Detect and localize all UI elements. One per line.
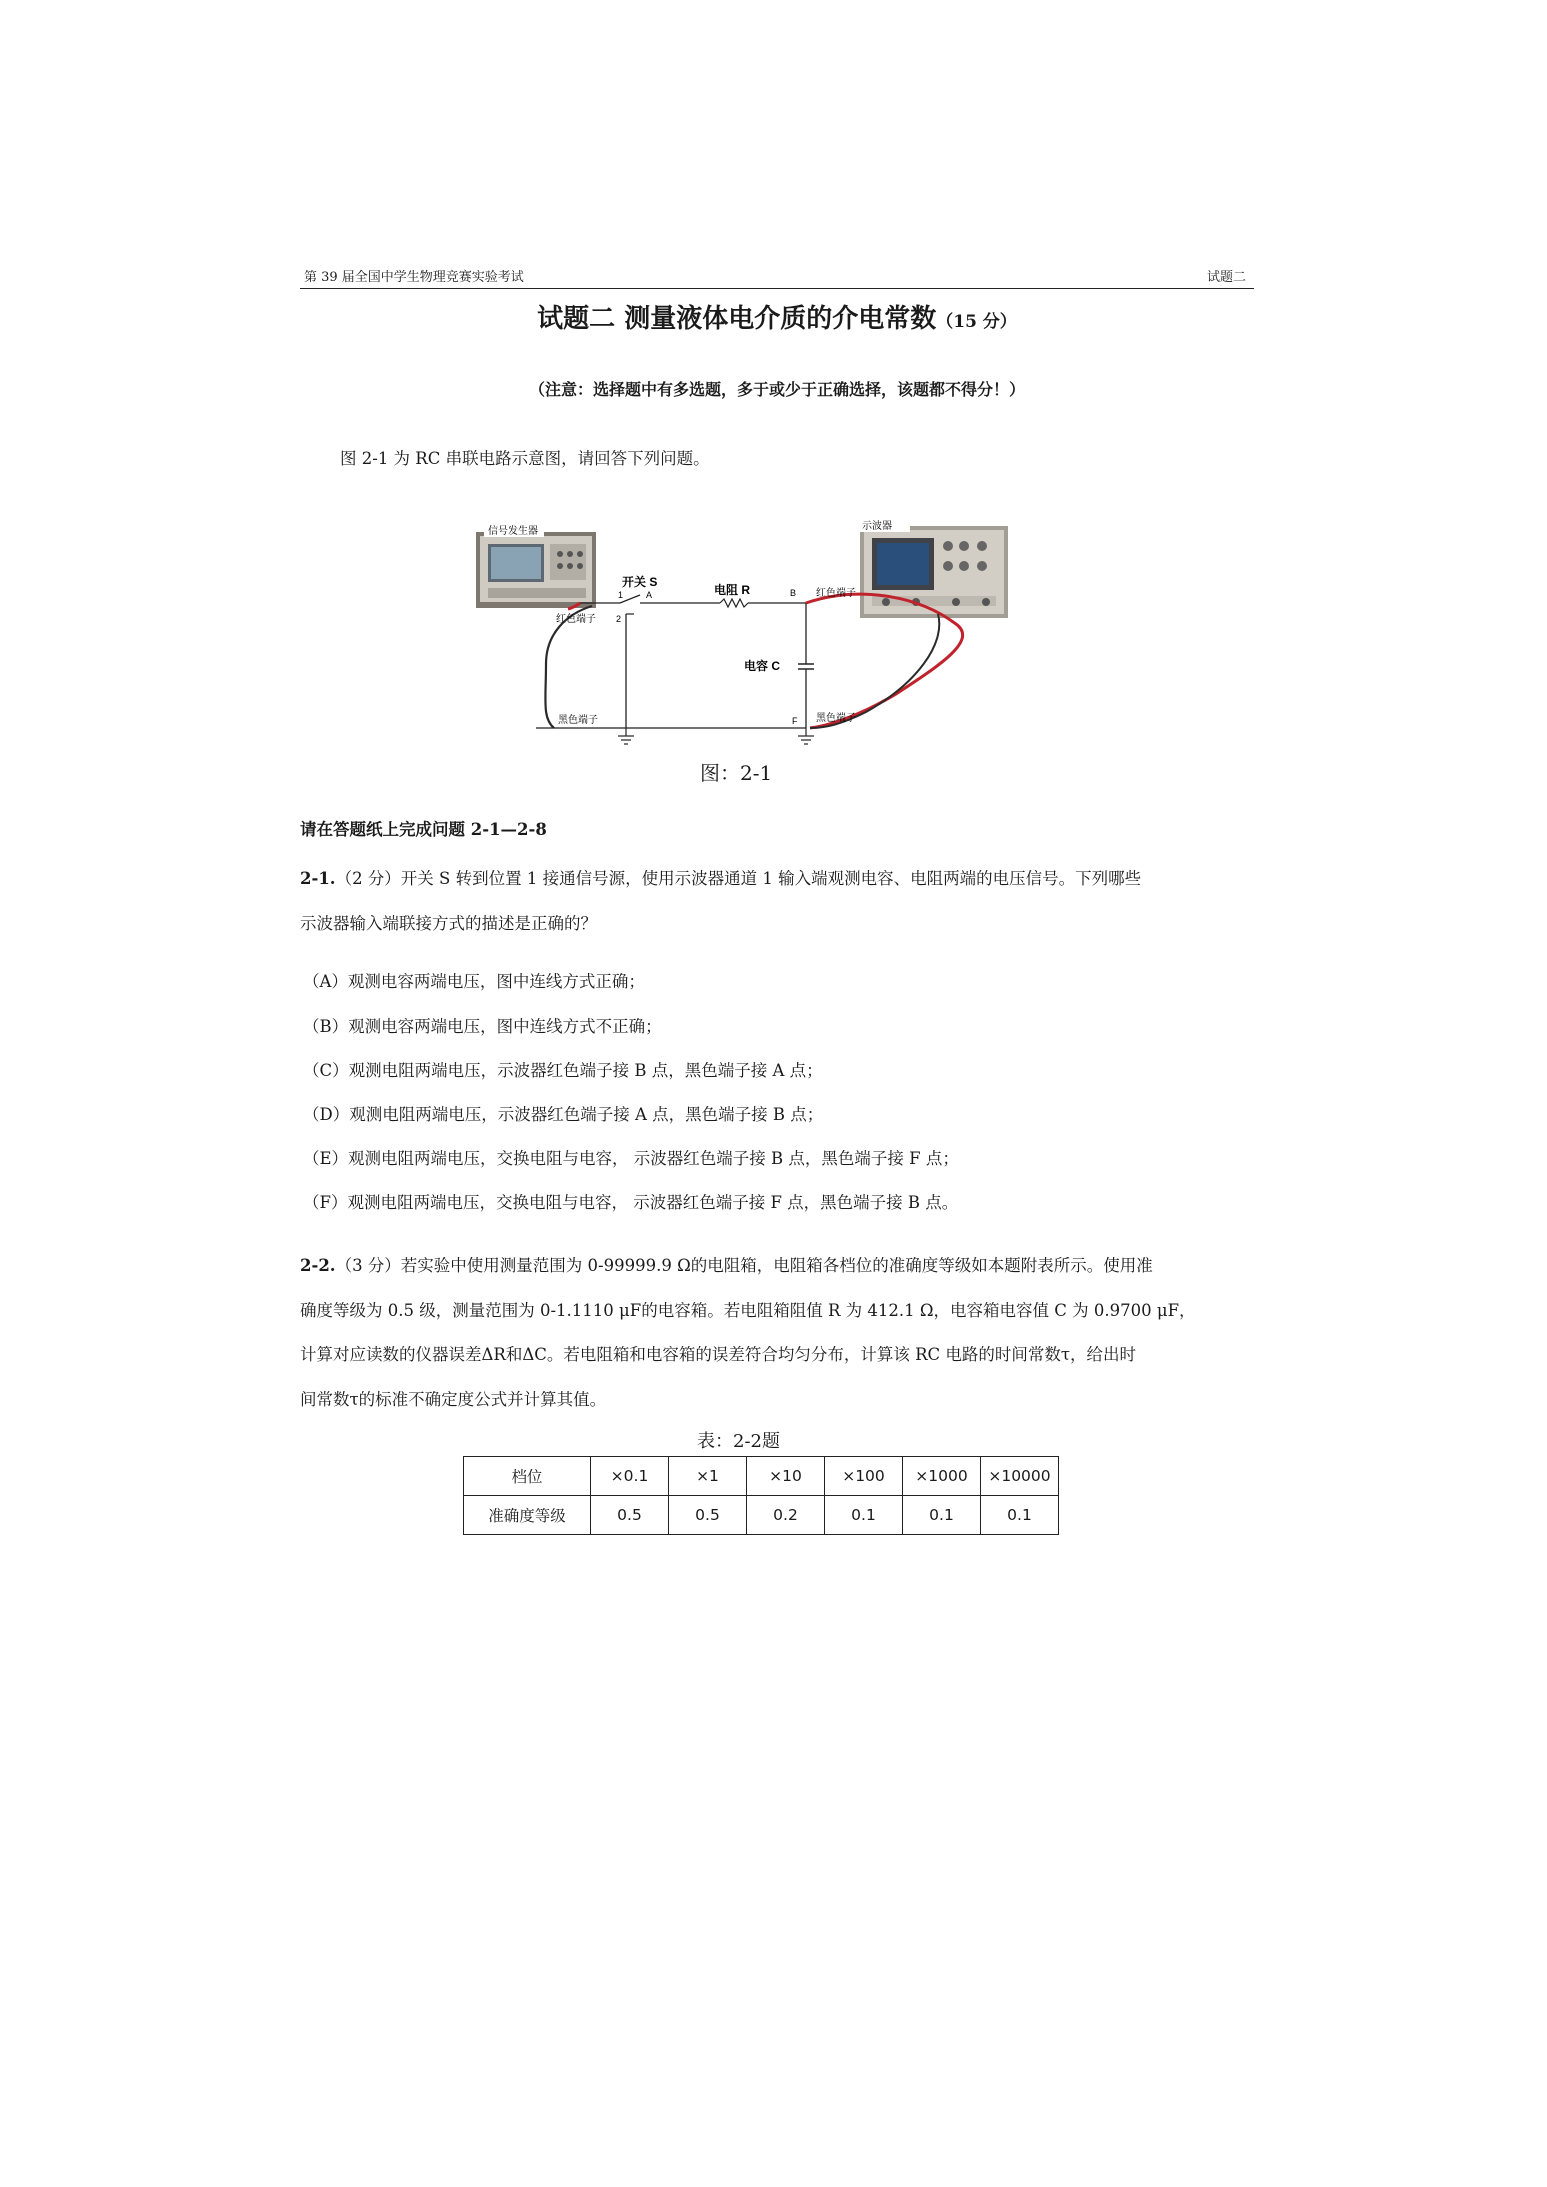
option-b: （B）观测电容两端电压，图中连线方式不正确； — [303, 1017, 662, 1036]
label-pos2: 2 — [616, 614, 622, 624]
accuracy-table — [463, 1456, 1059, 1535]
question-2-2 — [300, 1244, 1255, 1422]
table-cell-accuracy: 0.5 — [591, 1496, 669, 1535]
table-header-accuracy: 准确度等级 — [464, 1496, 591, 1535]
label-oscilloscope: 示波器 — [862, 521, 892, 532]
table-cell-accuracy: 0.5 — [669, 1496, 747, 1535]
ground-symbol-right — [798, 728, 814, 744]
page-header — [300, 266, 1254, 289]
label-capacitor: 电容 C — [744, 659, 781, 673]
table-header-range: 档位 — [464, 1457, 591, 1496]
label-switch: 开关 S — [622, 575, 658, 589]
table-cell-range: ×1000 — [903, 1457, 981, 1496]
table-cell-range: ×10 — [747, 1457, 825, 1496]
label-signal-generator: 信号发生器 — [488, 526, 538, 537]
header-exam-name: 第 39 届全国中学生物理竞赛实验考试 — [304, 270, 524, 285]
header-problem-label: 试题二 — [1206, 270, 1246, 285]
question-2-1-line2: 示波器输入端联接方式的描述是正确的？ — [300, 913, 597, 933]
label-point-a: A — [646, 590, 653, 600]
label-black-terminal-osc: 黑色端子 — [816, 713, 856, 724]
option-e: （E）观测电阻两端电压，交换电阻与电容， 示波器红色端子接 B 点，黑色端子接 F 点； — [303, 1149, 959, 1168]
label-red-terminal-gen: 红色端子 — [556, 614, 596, 625]
question-2-2-number: 2-2. — [300, 1256, 336, 1275]
table-cell-accuracy: 0.1 — [981, 1496, 1059, 1535]
problem-title-main: 试题二 测量液体电介质的介电常数 — [537, 304, 937, 334]
table-caption: 表：2-2题 — [697, 1431, 780, 1452]
table-cell-range: ×0.1 — [591, 1457, 669, 1496]
table-cell-range: ×10000 — [981, 1457, 1059, 1496]
figure-caption: 图：2-1 — [700, 761, 773, 785]
option-a: （A）观测电容两端电压，图中连线方式正确； — [303, 972, 645, 991]
table-cell-range: ×1 — [669, 1457, 747, 1496]
label-point-f: F — [792, 716, 798, 726]
question-2-2-line2: 确度等级为 0.5 级，测量范围为 0-1.1110 μF的电容箱。若电阻箱阻值 R 为 412.1 Ω，电容箱电容值 C 为 0.9700 μF， — [300, 1300, 1196, 1320]
label-resistor: 电阻 R — [714, 583, 751, 597]
problem-title — [300, 298, 1254, 335]
instruction-text: 请在答题纸上完成问题 2-1—2-8 — [300, 820, 547, 839]
resistor-symbol — [720, 599, 748, 607]
table-cell-accuracy: 0.2 — [747, 1496, 825, 1535]
option-d: （D）观测电阻两端电压，示波器红色端子接 A 点，黑色端子接 B 点； — [303, 1105, 824, 1124]
question-2-1-number: 2-1. — [300, 869, 336, 888]
table-row-range — [464, 1457, 1059, 1496]
label-red-terminal-osc: 红色端子 — [816, 588, 856, 599]
option-f: （F）观测电阻两端电压，交换电阻与电容， 示波器红色端子接 F 点，黑色端子接 B 点。 — [303, 1193, 959, 1212]
oscilloscope-black-cable — [810, 614, 939, 728]
table-cell-accuracy: 0.1 — [825, 1496, 903, 1535]
table-cell-range: ×100 — [825, 1457, 903, 1496]
label-black-terminal-gen: 黑色端子 — [558, 715, 598, 726]
question-2-1-line1: （2 分）开关 S 转到位置 1 接通信号源，使用示波器通道 1 输入端观测电容、电阻两端的电压信号。下列哪些 — [335, 869, 1142, 888]
intro-text: 图 2-1 为 RC 串联电路示意图，请回答下列问题。 — [340, 449, 710, 468]
ground-symbol-left — [618, 728, 634, 744]
question-2-1 — [300, 857, 1255, 946]
question-2-2-line3: 计算对应读数的仪器误差ΔR和ΔC。若电阻箱和电容箱的误差符合均匀分布，计算该 RC 电路的时间常数τ，给出时 — [300, 1345, 1137, 1364]
scoring-note: （注意：选择题中有多选题，多于或少于正确选择，该题都不得分！） — [528, 380, 1025, 399]
label-pos1: 1 — [618, 590, 624, 600]
question-2-2-line1: （3 分）若实验中使用测量范围为 0-99999.9 Ω的电阻箱，电阻箱各档位的准确度等级如本题附表所示。使用准 — [335, 1256, 1153, 1275]
question-2-2-line4: 间常数τ的标准不确定度公式并计算其值。 — [300, 1389, 607, 1409]
label-point-b: B — [790, 588, 797, 598]
table-cell-accuracy: 0.1 — [903, 1496, 981, 1535]
problem-title-points: （15 分） — [936, 312, 1017, 332]
oscilloscope-image — [860, 518, 1008, 618]
table-row-accuracy — [464, 1496, 1059, 1535]
figure-rc-circuit — [476, 514, 1036, 758]
option-c: （C）观测电阻两端电压，示波器红色端子接 B 点，黑色端子接 A 点； — [303, 1061, 823, 1080]
